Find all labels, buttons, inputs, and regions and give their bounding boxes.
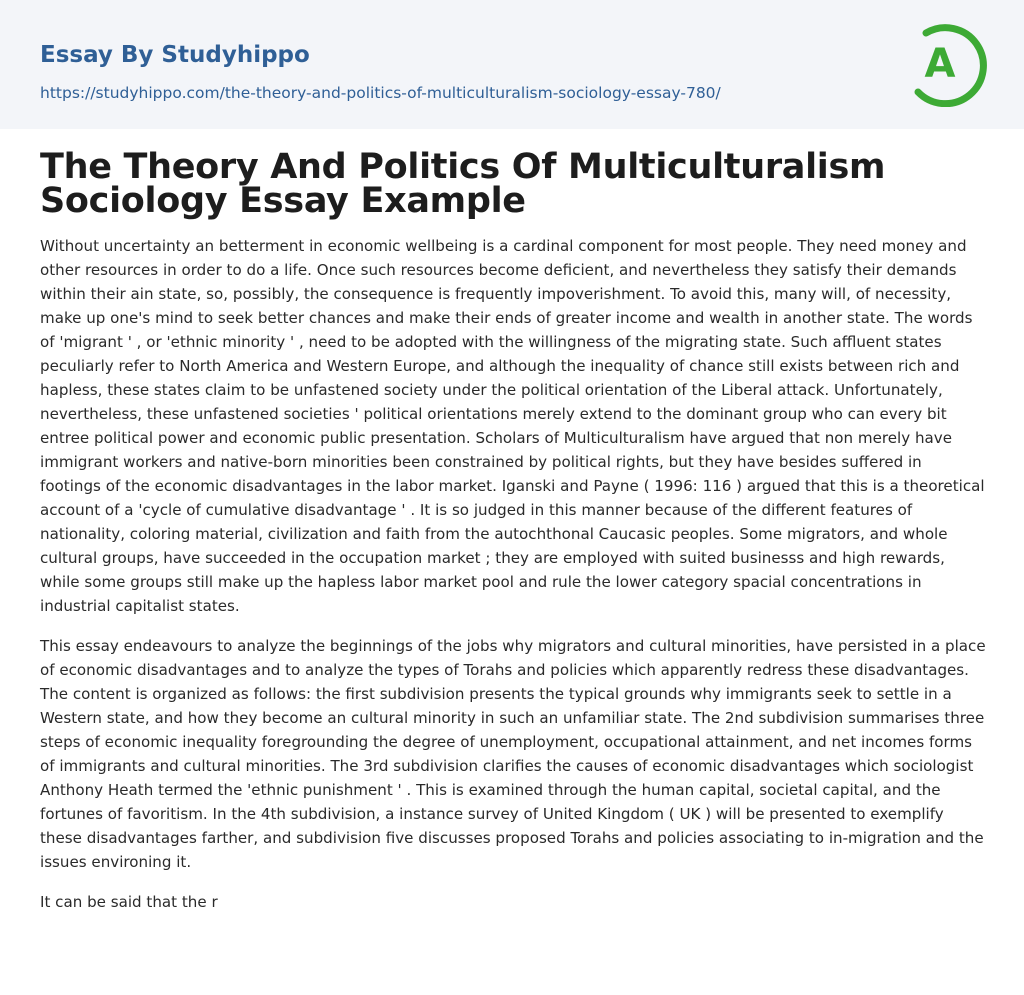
essay-paragraph-truncated: It can be said that the r xyxy=(40,893,218,911)
essay-paragraph: This essay endeavours to analyze the beginnings of the jobs why migrators and cultural minorities, have persisted in a place of economic disadvantages and to analyze the types of Torahs and policies which apparently redress these disadvantages. The content is organized as follows: the first subdivision presents the typical grounds why immigrants seek to settle in a Western state, and how they become an cultural minority in such an unfamiliar state. The 2nd subdivision summarises three steps of economic inequality foregrounding the degree of unemployment, occupational attainment, and net incomes forms of immigrants and cultural minorities. The 3rd subdivision clarifies the causes of economic disadvantages which sociologist Anthony Heath termed the 'ethnic punishment ' . This is examined through the human capital, societal capital, and the fortunes of favoritism. In the 4th subdivision, a instance survey of United Kingdom ( UK ) will be presented to exemplify these disadvantages farther, and subdivision five discusses proposed Torahs and policies associating to in-migration and the issues environing it. xyxy=(40,637,986,871)
essay-paragraph: Without uncertainty an betterment in economic wellbeing is a cardinal component for most people. They need money and other resources in order to do a life. Once such resources become deficient, and nevertheless they satisfy their demands within their ain state, so, possibly, the consequence is frequently impoverishment. To avoid this, many will, of necessity, make up one's mind to seek better chances and make their ends of greater income and wealth in another state. The words of 'migrant ' , or 'ethnic minority ' , need to be adopted with the willingness of the migrating state. Such affluent states peculiarly refer to North America and Western Europe, and although the inequality of chance still exists between rich and hapless, these states claim to be unfastened society under the political orientation of the Liberal attack. Unfortunately, nevertheless, these unfastened societies ' political orientations merely extend to the dominant group who can every bit entree political power and economic public presentation. Scholars of Multiculturalism have argued that non merely have immigrant workers and native-born minorities been constrained by political rights, but they have besides suffered in footings of the economic disadvantages in the labor market. Iganski and Payne ( 1996: 116 ) argued that this is a theoretical account of a 'cycle of cumulative disadvantage ' . It is so judged in this manner because of the different features of nationality, coloring material, civilization and faith from the autochthonal Caucasic peoples. Some migrators, and whole cultural groups, have succeeded in the occupation market ; they are employed with suited businesss and high rewards, while some groups still make up the hapless labor market pool and rule the lower category spacial concentrations in industrial capitalist states. xyxy=(40,237,985,615)
logo-letter: A xyxy=(924,41,956,87)
site-brand[interactable]: Essay By Studyhippo xyxy=(40,42,310,68)
page-title: The Theory And Politics Of Multiculturalism Sociology Essay Example xyxy=(40,147,886,221)
essay-body xyxy=(40,234,986,930)
essay-url-link[interactable]: https://studyhippo.com/the-theory-and-politics-of-multiculturalism-sociology-essay-780/ xyxy=(40,84,721,102)
site-header xyxy=(0,0,1024,129)
ring-a-logo-icon[interactable] xyxy=(910,17,990,107)
